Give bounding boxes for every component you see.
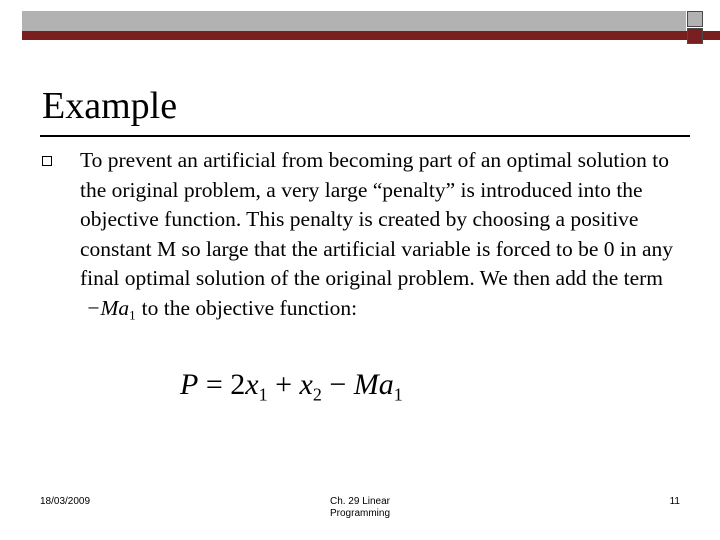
formula-Ma: Ma xyxy=(353,368,394,401)
inline-math-term xyxy=(86,294,136,331)
formula-x1: x xyxy=(245,368,259,401)
paragraph-text-after: to the objective function: xyxy=(141,295,358,320)
footer-course: Ch. 29 Linear Programming xyxy=(329,496,391,519)
formula-x1-subscript: 1 xyxy=(258,384,268,405)
formula-lhs: P xyxy=(180,368,199,401)
formula-equals: = xyxy=(198,368,231,401)
top-band-red xyxy=(22,31,720,40)
corner-square-dark-icon xyxy=(687,28,703,44)
body-paragraph xyxy=(80,146,680,331)
inline-term-main: −Ma xyxy=(86,295,130,320)
formula-a-subscript: 1 xyxy=(393,384,403,405)
inline-term-subscript: 1 xyxy=(129,308,136,322)
bullet-square-icon xyxy=(42,156,52,166)
formula-x2-subscript: 2 xyxy=(312,384,322,405)
title-divider xyxy=(40,135,690,137)
formula-plus: + xyxy=(267,368,300,401)
corner-square-icon xyxy=(687,11,703,27)
formula-minus: − xyxy=(321,368,354,401)
slide-title: Example xyxy=(42,85,178,127)
footer-date: 18/03/2009 xyxy=(40,496,91,507)
formula-x2: x xyxy=(299,368,313,401)
footer-page-number: 11 xyxy=(669,496,680,507)
top-band-gray xyxy=(22,11,686,31)
paragraph-text-before: To prevent an artificial from becoming part of an optimal solution to the original problem, a very large “penalty” is introduced into the objective function. This penalty is created by choosing a positive constant M so large that the artificial variable is forced to be 0 in any final optimal solution of the original problem. We then add the term xyxy=(80,148,674,290)
formula-coefficient: 2 xyxy=(230,368,246,401)
objective-formula xyxy=(180,365,403,414)
